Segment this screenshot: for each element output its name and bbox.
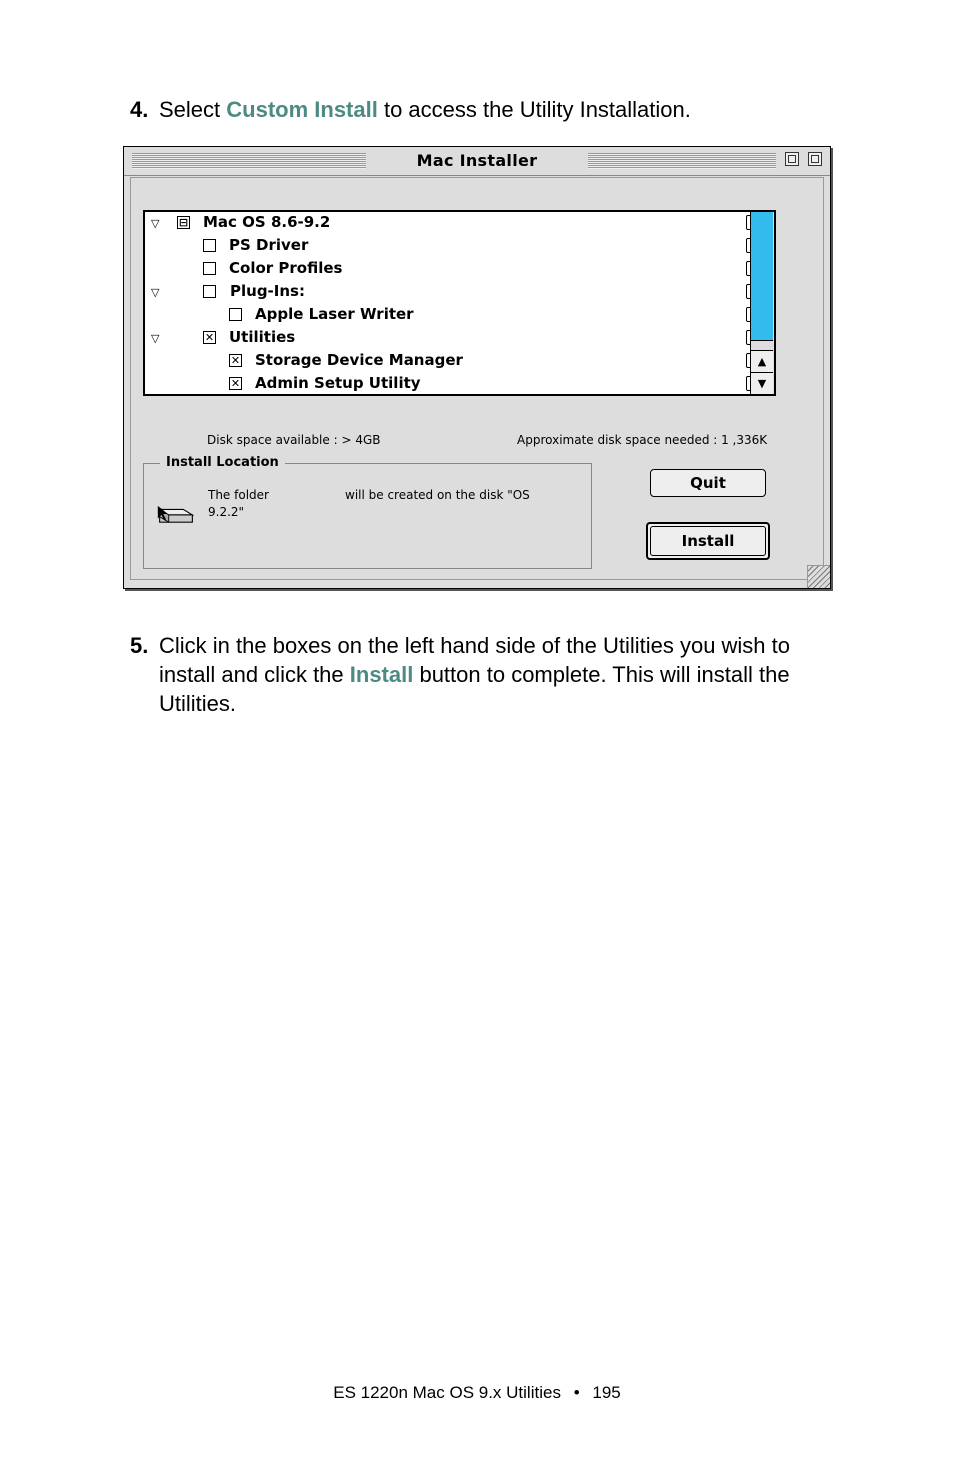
disclosure-triangle-icon[interactable]: ▽ [151, 286, 160, 299]
scroll-down-arrow-icon[interactable]: ▼ [751, 372, 773, 395]
step-4-text-before: Select [159, 97, 227, 122]
install-location-title: Install Location [160, 455, 285, 470]
step-4-text-after: to access the Utility Installation. [377, 97, 691, 122]
scroll-up-arrow-icon[interactable]: ▲ [751, 350, 773, 373]
item-label: Utilities [229, 328, 296, 346]
list-item[interactable] [145, 350, 745, 373]
checkbox-apple-laser-writer[interactable] [229, 308, 242, 321]
checkbox-color-profiles[interactable] [203, 262, 216, 275]
scroll-thumb[interactable] [751, 212, 773, 341]
footer-separator: • [573, 1383, 580, 1402]
list-item[interactable] [145, 281, 745, 304]
install-highlight: Install [349, 662, 414, 687]
list-item[interactable] [145, 304, 745, 327]
step-5-number: 5. [130, 633, 149, 658]
checkbox-storage-device-manager[interactable]: ✕ [230, 354, 241, 367]
mac-installer-window [123, 146, 831, 589]
item-label: Admin Setup Utility [255, 374, 421, 392]
custom-install-highlight: Custom Install [226, 97, 378, 122]
item-label: Plug-Ins: [230, 282, 305, 300]
page-number: 195 [592, 1383, 621, 1402]
window-title-bar[interactable] [124, 147, 830, 176]
checkbox-plug-ins[interactable] [203, 285, 216, 298]
page-footer [0, 1383, 954, 1403]
quit-button[interactable]: Quit [650, 469, 766, 497]
location-text-created: will be created on the disk "OS [345, 488, 530, 502]
install-button[interactable] [646, 522, 770, 560]
step-5-line-2-after: button to complete. This will install the [413, 662, 790, 687]
window-title: Mac Installer [416, 151, 538, 170]
checkbox-admin-setup-utility[interactable]: ✕ [230, 377, 241, 390]
location-text-disk: 9.2.2" [208, 505, 245, 519]
collapse-box-icon[interactable] [808, 152, 822, 166]
checkbox-mac-os[interactable]: ⊟ [178, 216, 189, 229]
checkbox-utilities[interactable]: ✕ [204, 331, 215, 344]
list-item[interactable] [145, 373, 745, 396]
list-item[interactable] [145, 327, 745, 350]
item-label: Mac OS 8.6-9.2 [203, 213, 331, 231]
item-label: PS Driver [229, 236, 309, 254]
install-button-label: Install [650, 526, 766, 556]
package-list [143, 210, 776, 396]
disk-space-needed: Approximate disk space needed : 1 ,336K [517, 433, 768, 447]
footer-title: ES 1220n Mac OS 9.x Utilities [333, 1383, 561, 1402]
zoom-box-icon[interactable] [785, 152, 799, 166]
install-location-group [143, 455, 592, 569]
disk-space-available: Disk space available : > 4GB [207, 433, 381, 447]
disclosure-triangle-icon[interactable]: ▽ [151, 217, 160, 230]
hard-disk-icon[interactable] [154, 504, 198, 524]
step-4-number: 4. [130, 97, 149, 122]
checkbox-ps-driver[interactable] [203, 239, 216, 252]
location-text-folder: The folder [208, 488, 269, 502]
item-label: Storage Device Manager [255, 351, 463, 369]
step-5-line-2-before: install and click the [159, 662, 350, 687]
resize-grip-icon[interactable] [807, 565, 830, 588]
step-5-line-1: Click in the boxes on the left hand side of the Utilities you wish to [159, 633, 791, 658]
item-label: Color Profiles [229, 259, 343, 277]
disclosure-triangle-icon[interactable]: ▽ [151, 332, 160, 345]
list-item[interactable] [145, 212, 745, 235]
step-5-text [159, 631, 859, 718]
step-4-text [159, 95, 859, 124]
item-label: Apple Laser Writer [255, 305, 414, 323]
list-item[interactable] [145, 235, 745, 258]
vertical-scrollbar[interactable] [750, 212, 774, 394]
step-5-line-3: Utilities. [159, 691, 237, 716]
step-5-line-2 [159, 660, 859, 689]
list-item[interactable] [145, 258, 745, 281]
